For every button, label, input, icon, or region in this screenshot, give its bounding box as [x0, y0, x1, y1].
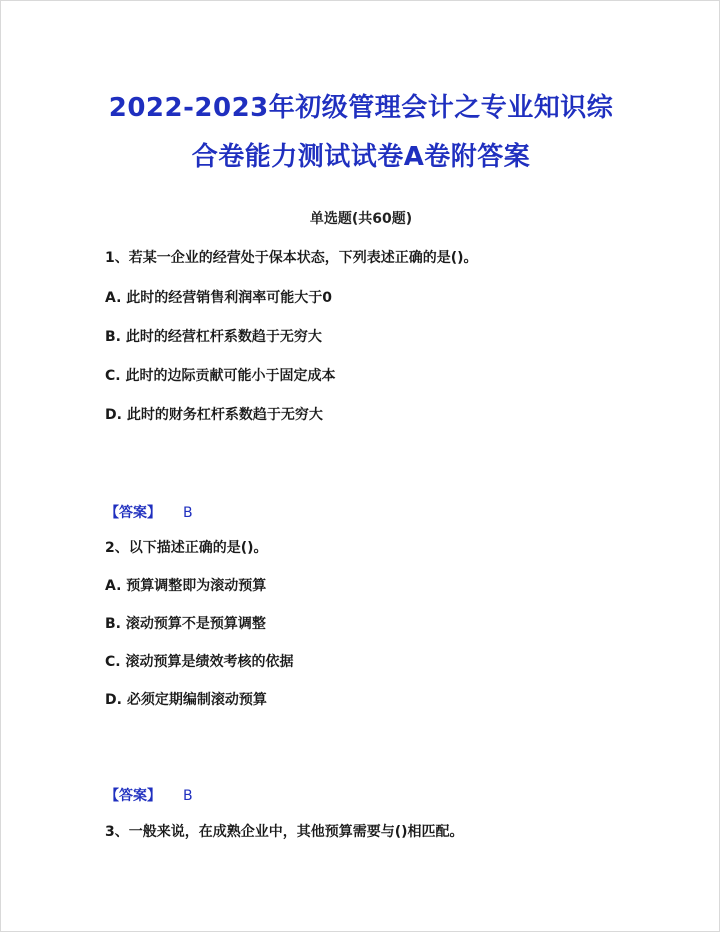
answer-label: 【答案】 — [105, 505, 161, 521]
question-2-answer — [105, 785, 193, 805]
question-1-option-a: A. 此时的经营销售利润率可能大于0 — [105, 290, 333, 306]
question-1-answer — [105, 502, 193, 522]
question-2-option-a: A. 预算调整即为滚动预算 — [105, 578, 267, 594]
answer-label: 【答案】 — [105, 788, 161, 804]
question-1-stem: 1、若某一企业的经营处于保本状态，下列表述正确的是()。 — [105, 250, 478, 266]
question-3-stem: 3、一般来说，在成熟企业中，其他预算需要与()相匹配。 — [105, 824, 464, 840]
question-2-option-c: C. 滚动预算是绩效考核的依据 — [105, 654, 294, 670]
question-1-option-b: B. 此时的经营杠杆系数趋于无穷大 — [105, 329, 322, 345]
question-1-option-d: D. 此时的财务杠杆系数趋于无穷大 — [105, 407, 323, 423]
question-2-option-b: B. 滚动预算不是预算调整 — [105, 616, 266, 632]
question-1-option-c: C. 此时的边际贡献可能小于固定成本 — [105, 368, 336, 384]
answer-value: B — [183, 505, 193, 521]
section-heading: 单选题(共60题) — [309, 211, 413, 227]
document-title-line-1: 2022-2023年初级管理会计之专业知识综 — [108, 93, 614, 123]
question-2-option-d: D. 必须定期编制滚动预算 — [105, 692, 267, 708]
question-2-stem: 2、以下描述正确的是()。 — [105, 540, 268, 556]
document-title-line-2: 合卷能力测试试卷A卷附答案 — [191, 142, 531, 172]
answer-value: B — [183, 788, 193, 804]
